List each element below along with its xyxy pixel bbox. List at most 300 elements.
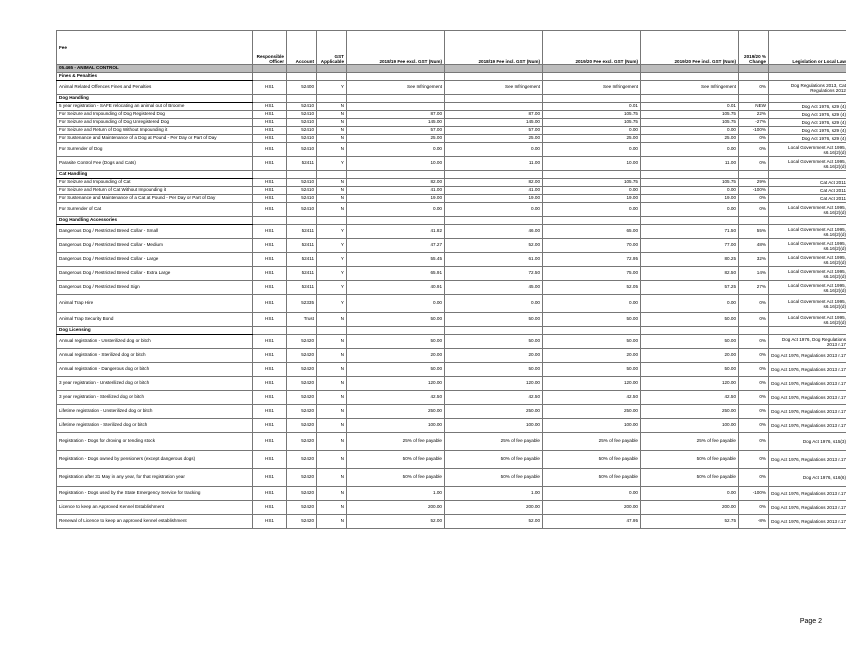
cell-change: 0% [739, 377, 769, 391]
cell-fee-2018-excl: 50% of fee payable [347, 451, 445, 469]
table-row [57, 267, 846, 281]
cell-legislation: Local Government Act 1995, s6.16(2)(d) [769, 203, 846, 217]
cell-fee-2018-incl: 87.00 [445, 111, 543, 119]
cell-fee-2018-incl: 0.00 [445, 203, 543, 217]
cell-gst: N [317, 143, 347, 157]
cell-fee-2018-excl: 65.91 [347, 267, 445, 281]
table-row [57, 501, 846, 515]
cell-account: 52420 [287, 377, 317, 391]
table-row [57, 313, 846, 327]
empty-cell [253, 171, 287, 179]
fee-schedule-sheet [56, 30, 846, 529]
cell-fee-2018-excl: 41.82 [347, 225, 445, 239]
cell-fee-2019-incl: 82.50 [641, 267, 739, 281]
cell-fee-2018-incl [445, 103, 543, 111]
cell-fee: Dangerous Dog / Restricted Breed Collar - Large [57, 253, 253, 267]
group-header-row [57, 73, 846, 81]
cell-fee-2018-excl: 20.00 [347, 349, 445, 363]
cell-fee: For Sustenance and Maintenance of a Cat at Pound - Per Day or Part of Day [57, 195, 253, 203]
cell-gst: Y [317, 225, 347, 239]
cell-officer: HS1 [253, 253, 287, 267]
empty-cell [287, 171, 317, 179]
cell-fee-2018-incl: 20.00 [445, 349, 543, 363]
cell-change: 55% [739, 225, 769, 239]
cell-fee: 3 year registration - Unsterilized dog or bitch [57, 377, 253, 391]
table-row [57, 281, 846, 295]
cell-officer: HS1 [253, 103, 287, 111]
header-gst: GST Applicable [317, 31, 347, 65]
table-row [57, 143, 846, 157]
cell-fee-2019-incl: 80.25 [641, 253, 739, 267]
cell-fee-2018-excl: 82.00 [347, 179, 445, 187]
cell-fee: Registration - Dogs owned by pensioners (except dangerous dogs) [57, 451, 253, 469]
cell-fee-2018-incl: 0.00 [445, 143, 543, 157]
cell-account: 52335 [287, 295, 317, 313]
cell-gst: N [317, 469, 347, 487]
cell-gst: Y [317, 239, 347, 253]
cell-account: 52420 [287, 363, 317, 377]
cell-change: -100% [739, 127, 769, 135]
cell-fee-2018-incl: 52.00 [445, 515, 543, 529]
cell-fee-2018-incl: 41.00 [445, 187, 543, 195]
empty-cell [253, 73, 287, 81]
cell-fee-2019-excl: 100.00 [543, 419, 641, 433]
cell-account: 52410 [287, 187, 317, 195]
cell-fee-2019-excl: 50.00 [543, 363, 641, 377]
cell-fee-2019-incl: 100.00 [641, 419, 739, 433]
cell-account: 52420 [287, 515, 317, 529]
cell-fee-2019-excl: 0.00 [543, 487, 641, 501]
cell-fee-2019-incl: 11.00 [641, 157, 739, 171]
cell-change: 0% [739, 157, 769, 171]
cell-change: 0% [739, 295, 769, 313]
cell-account: 52420 [287, 419, 317, 433]
cell-legislation: Dog Act 1976, s29 (4) [769, 127, 846, 135]
cell-account: 52420 [287, 335, 317, 349]
fee-table [56, 30, 846, 529]
cell-legislation: Dog Act 1976, Regulations 2013 r.17 [769, 349, 846, 363]
cell-officer: HS1 [253, 295, 287, 313]
cell-legislation: Local Government Act 1995, s6.16(2)(d) [769, 157, 846, 171]
cell-fee-2018-excl: 19.00 [347, 195, 445, 203]
cell-change: 0% [739, 335, 769, 349]
table-row [57, 377, 846, 391]
empty-cell [769, 95, 846, 103]
cell-fee-2018-excl: 200.00 [347, 501, 445, 515]
cell-fee-2019-incl: 105.75 [641, 111, 739, 119]
fee-table-body [57, 65, 846, 529]
cell-fee-2018-excl: 57.00 [347, 127, 445, 135]
cell-officer: HS1 [253, 143, 287, 157]
empty-cell [445, 327, 543, 335]
cell-account: 52411 [287, 267, 317, 281]
header-fee-2018-incl: 2018/19 Fee incl. GST (Num) [445, 31, 543, 65]
cell-account: 52411 [287, 239, 317, 253]
cell-change: 48% [739, 239, 769, 253]
cell-fee-2018-incl: 46.00 [445, 225, 543, 239]
table-row [57, 225, 846, 239]
cell-fee: Annual registration - Unsterilized dog or bitch [57, 335, 253, 349]
cell-account: 52420 [287, 469, 317, 487]
cell-legislation: Dog Act 1976, Regulations 2013 r.17 [769, 391, 846, 405]
header-legislation: Legislation or Local Law [769, 31, 846, 65]
empty-cell [347, 95, 445, 103]
cell-gst: N [317, 179, 347, 187]
cell-fee-2019-excl: 200.00 [543, 501, 641, 515]
cell-gst: N [317, 419, 347, 433]
cell-officer: HS1 [253, 313, 287, 327]
cell-officer: HS1 [253, 267, 287, 281]
cell-fee-2019-excl: 105.75 [543, 111, 641, 119]
cell-gst: N [317, 335, 347, 349]
cell-change: 0% [739, 195, 769, 203]
cell-legislation: Local Government Act 1995, s6.16(2)(d) [769, 239, 846, 253]
cell-gst: N [317, 203, 347, 217]
cell-fee-2019-excl: 0.00 [543, 127, 641, 135]
cell-fee-2019-incl: 20.00 [641, 349, 739, 363]
table-row [57, 195, 846, 203]
cell-gst: Y [317, 253, 347, 267]
table-row [57, 157, 846, 171]
empty-cell [253, 95, 287, 103]
group-header-row [57, 95, 846, 103]
cell-legislation: Local Government Act 1995, s6.16(2)(d) [769, 313, 846, 327]
cell-gst: N [317, 363, 347, 377]
cell-fee-2019-incl: 0.00 [641, 143, 739, 157]
cell-officer: HS1 [253, 225, 287, 239]
group-title: Dog Handling [57, 95, 253, 103]
cell-fee: For Seizure and Return of Dog Without Impounding it [57, 127, 253, 135]
cell-account: 52420 [287, 349, 317, 363]
cell-account: Trust [287, 313, 317, 327]
empty-cell [641, 327, 739, 335]
cell-fee-2018-excl: 50% of fee payable [347, 469, 445, 487]
cell-legislation: Local Government Act 1995, s6.16(2)(d) [769, 253, 846, 267]
table-row [57, 363, 846, 377]
table-row [57, 469, 846, 487]
cell-fee-2018-incl: 0.00 [445, 295, 543, 313]
section-title: 05.465 - ANIMAL CONTROL [57, 65, 253, 73]
cell-change: 0% [739, 143, 769, 157]
empty-cell [347, 171, 445, 179]
cell-gst: N [317, 433, 347, 451]
empty-cell [445, 217, 543, 225]
cell-fee-2018-incl: 145.00 [445, 119, 543, 127]
cell-fee: Registration - Dogs for droving or tending stock [57, 433, 253, 451]
cell-gst: N [317, 487, 347, 501]
cell-gst: Y [317, 81, 347, 95]
cell-fee-2019-excl: 50.00 [543, 313, 641, 327]
cell-fee-2019-incl: 0.00 [641, 487, 739, 501]
cell-fee-2018-incl: 72.50 [445, 267, 543, 281]
empty-cell [287, 95, 317, 103]
cell-fee-2019-excl: 10.00 [543, 157, 641, 171]
cell-fee-2019-excl: 25.00 [543, 135, 641, 143]
cell-fee: For Surrender of Cat [57, 203, 253, 217]
cell-fee-2019-excl: 0.01 [543, 103, 641, 111]
cell-officer: HS1 [253, 515, 287, 529]
empty-cell [445, 171, 543, 179]
cell-change: -100% [739, 187, 769, 195]
table-row [57, 433, 846, 451]
cell-fee-2019-excl: 105.75 [543, 119, 641, 127]
cell-fee-2019-incl: 50.00 [641, 363, 739, 377]
table-row [57, 111, 846, 119]
cell-fee: Registration after 31 May in any year, for that registration year [57, 469, 253, 487]
cell-fee-2018-incl: 57.00 [445, 127, 543, 135]
cell-fee-2018-incl: 52.00 [445, 239, 543, 253]
cell-legislation: Local Government Act 1995, s6.16(2)(d) [769, 143, 846, 157]
empty-cell [347, 217, 445, 225]
empty-cell [287, 217, 317, 225]
cell-fee-2019-incl: 0.01 [641, 103, 739, 111]
table-row [57, 103, 846, 111]
cell-fee-2019-excl: 47.95 [543, 515, 641, 529]
cell-officer: HS1 [253, 349, 287, 363]
cell-fee-2018-excl: 0.00 [347, 295, 445, 313]
cell-fee-2018-excl: 0.00 [347, 203, 445, 217]
cell-fee-2019-incl: 25.00 [641, 135, 739, 143]
cell-fee-2019-excl: 72.95 [543, 253, 641, 267]
cell-account: 52420 [287, 391, 317, 405]
cell-fee: Lifetime registration - Unsterilized dog or bitch [57, 405, 253, 419]
cell-legislation: Dog Act 1976, Regulations 2013 r.17 [769, 363, 846, 377]
cell-fee-2019-excl: 50% of fee payable [543, 469, 641, 487]
cell-gst: N [317, 135, 347, 143]
cell-change: 0% [739, 433, 769, 451]
cell-change: 0% [739, 203, 769, 217]
table-row [57, 295, 846, 313]
cell-fee: Parasite Control Fee (Dogs and Cats) [57, 157, 253, 171]
empty-cell [317, 217, 347, 225]
empty-cell [769, 327, 846, 335]
cell-account: 52411 [287, 225, 317, 239]
cell-fee-2018-incl: 82.00 [445, 179, 543, 187]
header-fee-2019-incl: 2019/20 Fee incl. GST (Num) [641, 31, 739, 65]
cell-gst: Y [317, 157, 347, 171]
cell-fee-2018-excl: 47.27 [347, 239, 445, 253]
cell-fee: For Seizure and Impounding of Cat [57, 179, 253, 187]
cell-legislation: Local Government Act 1995, s6.16(2)(d) [769, 267, 846, 281]
cell-fee: Dangerous Dog / Restricted Breed Collar - Extra Large [57, 267, 253, 281]
cell-fee-2018-excl: 42.50 [347, 391, 445, 405]
cell-account: 52420 [287, 501, 317, 515]
cell-fee-2018-excl: 40.91 [347, 281, 445, 295]
cell-account: 52410 [287, 127, 317, 135]
cell-fee-2018-incl: 11.00 [445, 157, 543, 171]
table-row [57, 451, 846, 469]
cell-fee-2019-incl: 52.75 [641, 515, 739, 529]
cell-change: 22% [739, 111, 769, 119]
cell-fee-2018-excl: 25.00 [347, 135, 445, 143]
cell-officer: HS1 [253, 119, 287, 127]
cell-fee-2019-excl: 52.05 [543, 281, 641, 295]
table-row [57, 135, 846, 143]
cell-officer: HS1 [253, 203, 287, 217]
cell-fee-2018-excl: 10.00 [347, 157, 445, 171]
table-row [57, 335, 846, 349]
cell-fee-2019-incl: 57.25 [641, 281, 739, 295]
cell-change: 32% [739, 253, 769, 267]
cell-fee-2019-excl: 120.00 [543, 377, 641, 391]
empty-cell [317, 73, 347, 81]
empty-cell [347, 73, 445, 81]
cell-fee: For Sustenance and Maintenance of a Dog at Pound - Per Day or Part of Day [57, 135, 253, 143]
cell-legislation: Dog Act 1976, Regulations 2013 r.17 [769, 501, 846, 515]
cell-gst: N [317, 187, 347, 195]
group-title: Cat Handling [57, 171, 253, 179]
cell-legislation: Dog Act 1976, Regulations 2013 r.17 [769, 419, 846, 433]
empty-cell [769, 171, 846, 179]
cell-fee-2019-excl: 75.00 [543, 267, 641, 281]
table-row [57, 419, 846, 433]
cell-fee-2019-incl: 120.00 [641, 377, 739, 391]
cell-fee-2019-incl: 25% of fee payable [641, 433, 739, 451]
cell-account: 52411 [287, 281, 317, 295]
cell-gst: N [317, 377, 347, 391]
table-row [57, 391, 846, 405]
cell-officer: HS1 [253, 391, 287, 405]
table-row [57, 405, 846, 419]
empty-cell [641, 95, 739, 103]
cell-fee: Animal Trap Hire [57, 295, 253, 313]
cell-fee-2018-incl: 250.00 [445, 405, 543, 419]
cell-fee: Registration - Dogs used by the State Emergency Service for tracking [57, 487, 253, 501]
cell-fee-2019-incl: 105.75 [641, 119, 739, 127]
cell-account: 52410 [287, 119, 317, 127]
cell-fee: For Seizure and Impounding of Dog Registered Dog [57, 111, 253, 119]
cell-change: 0% [739, 81, 769, 95]
cell-fee-2019-incl: 50% of fee payable [641, 469, 739, 487]
cell-change: -8% [739, 515, 769, 529]
cell-change: 0% [739, 501, 769, 515]
cell-officer: HS1 [253, 195, 287, 203]
table-row [57, 349, 846, 363]
cell-fee: For Surrender of Dog [57, 143, 253, 157]
header-change: 2019/20 % Change [739, 31, 769, 65]
cell-legislation: Cat Act 2011 [769, 187, 846, 195]
cell-legislation: Dog Act 1976, Regulations 2013 r.17 [769, 405, 846, 419]
cell-fee-2018-excl [347, 103, 445, 111]
cell-fee-2018-incl: 120.00 [445, 377, 543, 391]
cell-fee: For Seizure and Impounding of Dog Unregistered Dog [57, 119, 253, 127]
cell-gst: N [317, 127, 347, 135]
cell-fee-2018-excl: 100.00 [347, 419, 445, 433]
cell-fee-2019-incl: See Infringement [641, 81, 739, 95]
cell-change: NEW [739, 103, 769, 111]
cell-fee-2019-excl: 50.00 [543, 335, 641, 349]
cell-change: 0% [739, 405, 769, 419]
empty-cell [769, 73, 846, 81]
group-title: Dog Licensing [57, 327, 253, 335]
header-account: Account [287, 31, 317, 65]
cell-legislation: Dog Act 1976, Dog Regulations 2013 r.17 [769, 335, 846, 349]
empty-cell [641, 217, 739, 225]
cell-fee-2018-excl: 87.00 [347, 111, 445, 119]
cell-change: -27% [739, 119, 769, 127]
cell-gst: N [317, 111, 347, 119]
cell-officer: HS1 [253, 81, 287, 95]
cell-fee-2018-incl: 1.00 [445, 487, 543, 501]
cell-officer: HS1 [253, 377, 287, 391]
cell-change: 27% [739, 281, 769, 295]
cell-gst: N [317, 195, 347, 203]
cell-fee-2018-incl: 45.00 [445, 281, 543, 295]
cell-legislation: Dog Regulations 2013, Cat Regulations 2012 [769, 81, 846, 95]
cell-fee-2018-incl: See Infringement [445, 81, 543, 95]
cell-legislation: Dog Act 1976, s29 (4) [769, 111, 846, 119]
cell-fee-2018-excl: 52.00 [347, 515, 445, 529]
cell-fee: Dangerous Dog / Restricted Breed Collar - Small [57, 225, 253, 239]
empty-cell [287, 327, 317, 335]
cell-legislation: Dog Act 1976, Regulations 2013 r.17 [769, 377, 846, 391]
cell-fee-2018-incl: 50.00 [445, 313, 543, 327]
cell-account: 52420 [287, 451, 317, 469]
group-title: Dog Handling Accessories [57, 217, 253, 225]
cell-fee: Dangerous Dog / Restricted Breed Collar - Medium [57, 239, 253, 253]
header-officer: Responsible Officer [253, 31, 287, 65]
cell-fee-2018-incl: 19.00 [445, 195, 543, 203]
cell-account: 52410 [287, 195, 317, 203]
cell-fee-2019-excl: 0.00 [543, 187, 641, 195]
cell-change: 0% [739, 419, 769, 433]
cell-fee-2019-incl: 0.00 [641, 187, 739, 195]
empty-cell [543, 217, 641, 225]
header-fee-2018-excl: 2018/19 Fee excl. GST (Num) [347, 31, 445, 65]
cell-account: 52411 [287, 157, 317, 171]
cell-fee-2018-excl: See Infringement [347, 81, 445, 95]
table-row [57, 253, 846, 267]
cell-legislation: Local Government Act 1995, s6.16(2)(d) [769, 225, 846, 239]
cell-account: 52420 [287, 405, 317, 419]
cell-fee-2018-incl: 50.00 [445, 335, 543, 349]
cell-gst: N [317, 405, 347, 419]
empty-cell [739, 217, 769, 225]
cell-fee-2018-incl: 200.00 [445, 501, 543, 515]
cell-officer: HS1 [253, 405, 287, 419]
cell-legislation: Dog Act 1976, s29 (4) [769, 135, 846, 143]
cell-fee: Lifetime registration - Sterilized dog or bitch [57, 419, 253, 433]
cell-fee: For Seizure and Return of Cat Without Impounding it [57, 187, 253, 195]
cell-officer: HS1 [253, 469, 287, 487]
cell-account: 52410 [287, 111, 317, 119]
cell-gst: N [317, 391, 347, 405]
cell-officer: HS1 [253, 487, 287, 501]
cell-officer: HS1 [253, 335, 287, 349]
group-title: Fines & Penalties [57, 73, 253, 81]
empty-cell [739, 95, 769, 103]
cell-officer: HS1 [253, 135, 287, 143]
cell-change: 0% [739, 363, 769, 377]
cell-fee-2019-incl: 50% of fee payable [641, 451, 739, 469]
cell-legislation: Local Government Act 1995, s6.16(2)(d) [769, 281, 846, 295]
cell-fee-2019-excl: 42.50 [543, 391, 641, 405]
cell-legislation: Local Government Act 1995, s6.16(2)(d) [769, 295, 846, 313]
cell-fee-2018-excl: 250.00 [347, 405, 445, 419]
empty-cell [445, 95, 543, 103]
cell-fee-2018-incl: 50% of fee payable [445, 469, 543, 487]
cell-officer: HS1 [253, 501, 287, 515]
cell-fee-2019-excl: 20.00 [543, 349, 641, 363]
cell-fee-2018-incl: 50% of fee payable [445, 451, 543, 469]
cell-account: 52400 [287, 81, 317, 95]
table-row [57, 119, 846, 127]
cell-change: 0% [739, 313, 769, 327]
cell-fee-2018-incl: 25.00 [445, 135, 543, 143]
section-row [57, 65, 846, 73]
cell-change: 14% [739, 267, 769, 281]
header-fee-2019-excl: 2019/20 Fee excl. GST (Num) [543, 31, 641, 65]
